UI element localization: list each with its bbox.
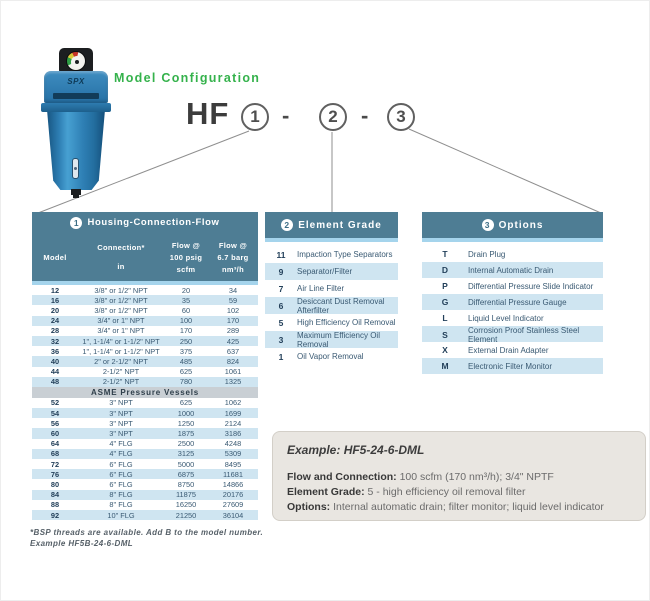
table-row: 16 3/8" or 1/2" NPT 35 59 [32,295,258,305]
filter-flange [41,103,111,112]
example-lines [287,470,631,515]
col-header-connection: Connection* [97,243,145,252]
table-row: D Internal Automatic Drain [422,262,603,278]
table-row: 24 3/4" or 1" NPT 100 170 [32,316,258,326]
housing-asme-rows [32,398,258,520]
housing-table-header [32,212,258,233]
model-code-dash-1: - [282,103,290,128]
brand-logo: SPX [67,77,85,86]
example-line: Options: Internal automatic drain; filter monitor; liquid level indicator [287,501,604,513]
table-row: M Electronic Filter Monitor [422,358,603,374]
pressure-gauge-icon [66,51,86,71]
table-row: S Corrosion Proof Stainless Steel Element [422,326,603,342]
filter-head-label-band [53,93,99,99]
table-row: 72 6" FLG 5000 8495 [50,459,242,469]
table-row: L Liquid Level Indicator [442,313,544,323]
table-row: P Differential Pressure Slide Indicator [442,281,594,291]
filter-bowl [46,112,106,190]
table-row: T Drain Plug [442,249,506,259]
badge-2-icon: 2 [281,219,293,231]
table-row: 44 2-1/2" NPT 625 1061 [50,367,242,377]
col-header-flow-psig: Flow @ [171,240,201,250]
options-header [422,212,603,238]
housing-table-title: Housing-Connection-Flow [87,217,220,228]
table-row: 12 3/8" or 1/2" NPT 20 34 [50,285,238,295]
element-grade-table [265,212,398,365]
table-row: 60 3" NPT 1875 3186 [32,428,258,438]
asme-section-band: ASME Pressure Vessels [32,387,258,398]
badge-1-icon: 1 [70,217,82,229]
table-row: 5 High Efficiency Oil Removal [278,317,396,328]
table-row: 68 4" FLG 3125 5309 [32,449,258,459]
example-box [272,431,646,521]
table-row: 88 8" FLG 16250 27609 [50,500,244,510]
table-row: 76 6" FLG 6875 11681 [32,469,258,479]
table-row: 20 3/8" or 1/2" NPT 60 102 [50,305,240,315]
model-code-prefix: HF [186,96,230,131]
table-row: 11 Impaction Type Separators [276,249,393,260]
model-code-dash-2: - [361,103,369,128]
table-row: X External Drain Adapter [442,345,549,355]
badge-3-icon: 3 [482,219,494,231]
sight-glass [72,158,79,179]
options-table [422,212,603,374]
table-row: 56 3" NPT 1250 2124 [50,418,242,428]
table-row: 7 Air Line Filter [278,283,345,294]
housing-connection-flow-table [32,212,258,520]
connector-line-3 [409,129,601,213]
table-row: 84 8" FLG 11875 20176 [32,490,258,500]
model-code-position-2: 2 [319,103,347,131]
col-header-connection-unit: in [117,262,125,271]
table-row: 6 Desiccant Dust Removal Afterfilter [265,297,398,314]
element-grade-rows [265,246,398,365]
example-line: Flow and Connection: 100 scfm (170 nm³/h); 3/4" NPTF [287,471,554,483]
bsp-footnote: *BSP threads are available. Add B to the model number. Example HF5B-24-6-DML [30,528,264,548]
col-header-flow-barg: Flow @ [218,240,248,250]
table-row: 48 2-1/2" NPT 780 1325 [32,377,258,387]
col-header-model: Model [43,252,67,262]
model-code-position-3: 3 [387,103,415,131]
housing-column-headers: Model Connection* in Flow @ 100 psig scfm Flow @ 6.7 barg nm³/h [32,233,258,281]
options-rows [422,246,603,374]
table-row: 28 3/4" or 1" NPT 170 289 [50,326,240,336]
filter-head [44,71,108,103]
page-title: Model Configuration [114,71,261,85]
table-row: 80 6" FLG 8750 14866 [50,479,244,489]
table-row: 9 Separator/Filter [265,263,398,280]
table-row: 32 1", 1-1/4" or 1-1/2" NPT 250 425 [32,336,258,346]
table-row: 3 Maximum Efficiency Oil Removal [265,331,398,348]
filter-product-illustration [40,48,112,198]
drain-stub [73,194,79,198]
options-title: Options [498,219,544,231]
table-row: 52 3" NPT 625 1062 [50,398,242,408]
table-row: 1 Oil Vapor Removal [278,351,364,362]
example-line: Element Grade: 5 - high efficiency oil removal filter [287,486,526,498]
table-row: 40 2" or 2-1/2" NPT 485 824 [32,356,258,366]
table-row: G Differential Pressure Gauge [422,294,603,310]
model-code-position-1: 1 [241,103,269,131]
table-row: 36 1", 1-1/4" or 1-1/2" NPT 375 637 [50,346,240,356]
table-row: 92 10" FLG 21250 36104 [32,510,258,520]
element-grade-title: Element Grade [298,219,382,231]
table-row: 54 3" NPT 1000 1699 [32,408,258,418]
example-title: Example: HF5-24-6-DML [287,443,425,457]
element-grade-header [265,212,398,238]
housing-rows [32,285,258,387]
table-row: 64 4" FLG 2500 4248 [50,439,242,449]
